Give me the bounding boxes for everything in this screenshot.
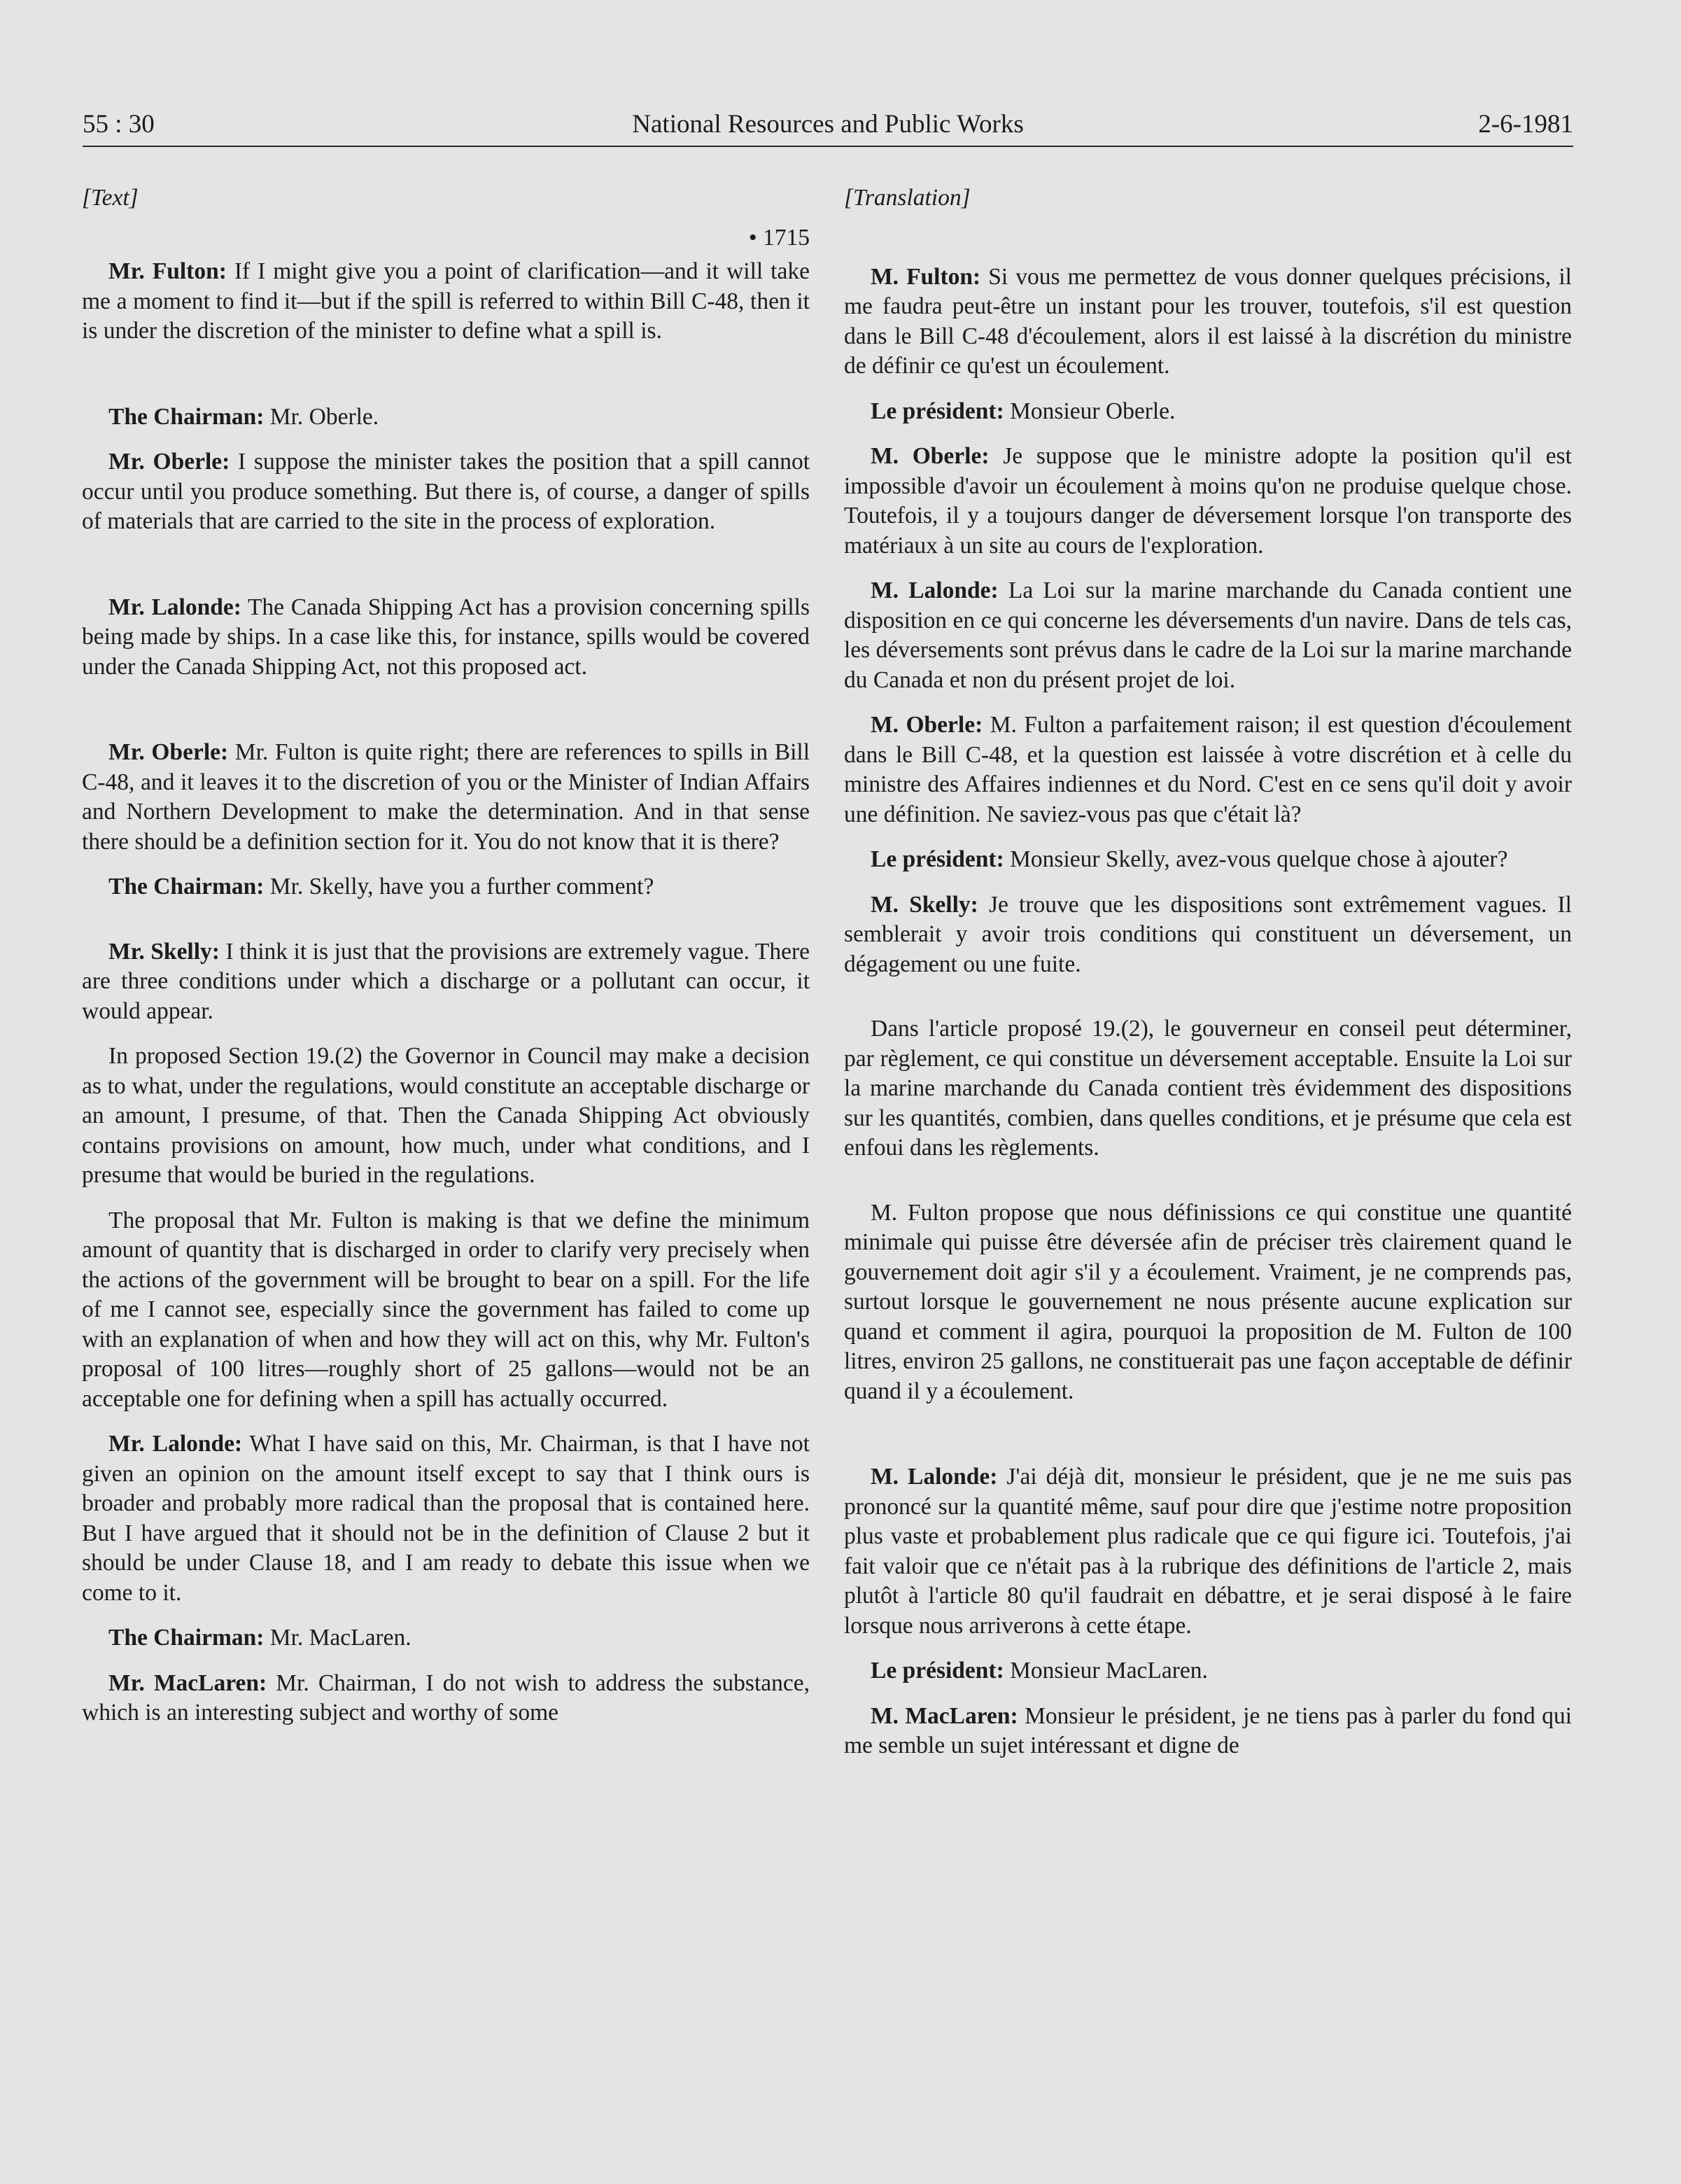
speaker-name: The Chairman: bbox=[108, 403, 265, 430]
paragraph bbox=[844, 1462, 1572, 1641]
french-column bbox=[844, 183, 1572, 1761]
paragraph-text: Monsieur Skelly, avez-vous quelque chose à ajouter? bbox=[1004, 846, 1508, 872]
paragraph bbox=[82, 1042, 810, 1191]
english-column bbox=[82, 183, 810, 1728]
paragraph-text: In proposed Section 19.(2) the Governor in Council may make a decision as to what, under the regulations, would constitute an acceptable discharge or an amount, I presume, of that. Then the Canada Shipping Act obviously contains provisions on amount, how much, under what conditions, and I presume that would be buried in the regulations. bbox=[82, 1043, 810, 1188]
speaker-name: The Chairman: bbox=[108, 874, 265, 899]
page-number: 55 : 30 bbox=[83, 110, 155, 139]
paragraph bbox=[82, 1429, 810, 1608]
column-label-text: [Text] bbox=[82, 185, 139, 211]
paragraph-text: What I have said on this, Mr. Chairman, is that I have not given an opinion on the amount itself except to say that I think ours is broader and probably more radical than the proposal that is contained here. But I have argued that it should not be in the definition of Clause 2 but it should be under Clause 18, and I am ready to debate this issue when we come to it. bbox=[82, 1431, 810, 1606]
paragraph-text: Si vous me permettez de vous donner quelques précisions, il me faudra peut-être un instant pour les trouver, toutefois, s'il est question dans le Bill C-48 d'écoulement, alors il est laissé à la discrétion du ministre de définir ce qu'est un écoulement. bbox=[844, 263, 1572, 379]
speaker-name: Mr. Lalonde: bbox=[108, 1431, 243, 1457]
paragraph bbox=[82, 1669, 810, 1728]
paragraph-text: Mr. Oberle. bbox=[264, 403, 379, 430]
paragraph bbox=[844, 442, 1572, 561]
time-marker: • 1715 bbox=[748, 224, 810, 251]
paragraph bbox=[844, 890, 1572, 980]
paragraph bbox=[844, 1198, 1572, 1407]
speaker-name: Mr. Oberle: bbox=[108, 449, 230, 475]
paragraph-text: I think it is just that the provisions are extremely vague. There are three conditions under which a discharge or a pollutant can occur, it would appear. bbox=[82, 938, 810, 1024]
paragraph-text: M. Fulton a parfaitement raison; il est question d'écoulement dans le Bill C-48, et la question est laissée à votre discrétion et à celle du ministre des Affaires indiennes et du Nord. C'est en ce sens qu'il doit y avoir une définition. Ne saviez-vous pas que c'était là? bbox=[844, 712, 1572, 827]
speaker-name: M. Fulton: bbox=[871, 263, 981, 290]
speaker-name: M. Lalonde: bbox=[871, 578, 999, 603]
column-label-translation: [Translation] bbox=[844, 185, 971, 211]
paragraph bbox=[82, 1623, 810, 1653]
speaker-name: Mr. Oberle: bbox=[108, 739, 229, 765]
paragraph bbox=[844, 1702, 1572, 1761]
speaker-name: Mr. Lalonde: bbox=[108, 594, 241, 620]
paragraph-text: Mr. MacLaren. bbox=[264, 1625, 412, 1651]
paragraph-text: If I might give you a point of clarification—and it will take me a moment to find it—but if the spill is referred to within Bill C-48, then it is under the discretion of the minister to define what a spill is. bbox=[82, 258, 810, 344]
paragraph bbox=[844, 845, 1572, 875]
paragraph bbox=[844, 397, 1572, 427]
paragraph-text: J'ai déjà dit, monsieur le président, que je ne me suis pas prononcé sur la quantité même, sauf pour dire que j'estime notre proposition plus vaste et probablement plus radicale que ce qui figure ici. Toutefois, j'ai fait valoir que ce n'était pas à la rubrique des définitions de l'article 2, mais plutôt à l'article 80 qu'il faudrait en débattre, et je serai disposé à le faire lorsque nous arriverons à cette étape. bbox=[844, 1464, 1573, 1639]
speaker-name: M. Oberle: bbox=[871, 712, 983, 738]
paragraph-text: Mr. Fulton is quite right; there are references to spills in Bill C-48, and it leaves it to the discretion of you or the Minister of Indian Affairs and Northern Development to make the determination. And in that sense there should be a definition section for it. You do not know that it is there? bbox=[82, 739, 810, 855]
speaker-name: The Chairman: bbox=[108, 1625, 265, 1651]
issue-date: 2-6-1981 bbox=[1478, 110, 1573, 139]
paragraph-text: Mr. Chairman, I do not wish to address the substance, which is an interesting subject and worthy of some bbox=[82, 1670, 810, 1726]
speaker-name: M. Lalonde: bbox=[871, 1464, 998, 1490]
paragraph-text: The Canada Shipping Act has a provision concerning spills being made by ships. In a case like this, for instance, spills would be covered under the Canada Shipping Act, not this proposed act. bbox=[82, 594, 810, 680]
paragraph bbox=[82, 257, 810, 346]
paragraph bbox=[844, 262, 1572, 382]
paragraph bbox=[82, 593, 810, 682]
paragraph bbox=[844, 1656, 1572, 1686]
paragraph bbox=[82, 738, 810, 857]
paragraph bbox=[82, 402, 810, 433]
paragraph-text: M. Fulton propose que nous définissions ce qui constitue une quantité minimale qui puisse être déversée afin de préciser très clairement quand le gouvernement doit agir s'il y a écoulement. Vraiment, je ne comprends pas, surtout lorsque le gouvernement ne nous présente aucune explication sur quand et comment il agira, pourquoi la proposition de M. Fulton de 100 litres, environ 25 gallons, ne constituerait pas une façon acceptable de définir quand il y a écoulement. bbox=[844, 1199, 1572, 1404]
paragraph bbox=[844, 576, 1572, 695]
running-header bbox=[83, 106, 1573, 147]
paragraph-text: Monsieur MacLaren. bbox=[1004, 1658, 1208, 1684]
speaker-name: Le président: bbox=[871, 1658, 1004, 1684]
paragraph-text: Je suppose que le ministre adopte la position qu'il est impossible d'avoir un écoulement à moins qu'on ne produise quelque chose. Toutefois, il y a toujours danger de déversement lorsque l'on transporte des matériaux à un site au cours de l'exploration. bbox=[844, 443, 1572, 559]
speaker-name: Le président: bbox=[871, 846, 1004, 872]
publication-title: National Resources and Public Works bbox=[632, 110, 1024, 139]
speaker-name: M. Oberle: bbox=[871, 443, 990, 469]
paragraph-text: Monsieur le président, je ne tiens pas à parler du fond qui me semble un sujet intéressant et digne de bbox=[844, 1702, 1572, 1758]
paragraph-text: Mr. Skelly, have you a further comment? bbox=[264, 874, 654, 899]
speaker-name: Mr. Skelly: bbox=[108, 938, 220, 965]
paragraph-text: Dans l'article proposé 19.(2), le gouverneur en conseil peut déterminer, par règlement, ce qui constitue un déversement acceptable. Ensuite la Loi sur la marine marchande du Canada contient très évidemment des dispositions sur les quantités, combien, dans quelles conditions, et je présume que cela est enfoui dans les règlements. bbox=[844, 1016, 1572, 1161]
speaker-name: Le président: bbox=[871, 398, 1004, 424]
paragraph-text: The proposal that Mr. Fulton is making is that we define the minimum amount of quantity that is discharged in order to clarify very precisely when the actions of the government will be brought to bear on a spill. For the life of me I cannot see, especially since the government has failed to come up with an explanation of when and how they will act on this, why Mr. Fulton's proposal of 100 litres—roughly short of 25 gallons—would not be an acceptable one for defining when a spill has actually occurred. bbox=[82, 1207, 810, 1412]
paragraph-text: Monsieur Oberle. bbox=[1004, 398, 1176, 424]
paragraph bbox=[82, 872, 810, 902]
paragraph bbox=[844, 710, 1572, 830]
speaker-name: Mr. Fulton: bbox=[108, 258, 227, 284]
speaker-name: M. Skelly: bbox=[871, 891, 978, 918]
paragraph bbox=[82, 937, 810, 1027]
speaker-name: Mr. MacLaren: bbox=[108, 1670, 267, 1696]
paragraph bbox=[82, 1206, 810, 1415]
speaker-name: M. MacLaren: bbox=[871, 1702, 1018, 1729]
paragraph bbox=[844, 1014, 1572, 1163]
paragraph-text: Je trouve que les dispositions sont extrêmement vagues. Il semblerait y avoir trois conditions qui constituent un déversement, un dégagement ou une fuite. bbox=[844, 891, 1572, 977]
paragraph-text: La Loi sur la marine marchande du Canada contient une disposition en ce qui concerne les déversements d'un navire. Dans de tels cas, les déversements sont prévus dans le cadre de la Loi sur la marine marchande du Canada et non du présent projet de loi. bbox=[844, 578, 1572, 693]
paragraph bbox=[82, 447, 810, 537]
paragraph-text: I suppose the minister takes the position that a spill cannot occur until you produce something. But there is, of course, a danger of spills of materials that are carried to the site in the process of exploration. bbox=[82, 449, 810, 534]
